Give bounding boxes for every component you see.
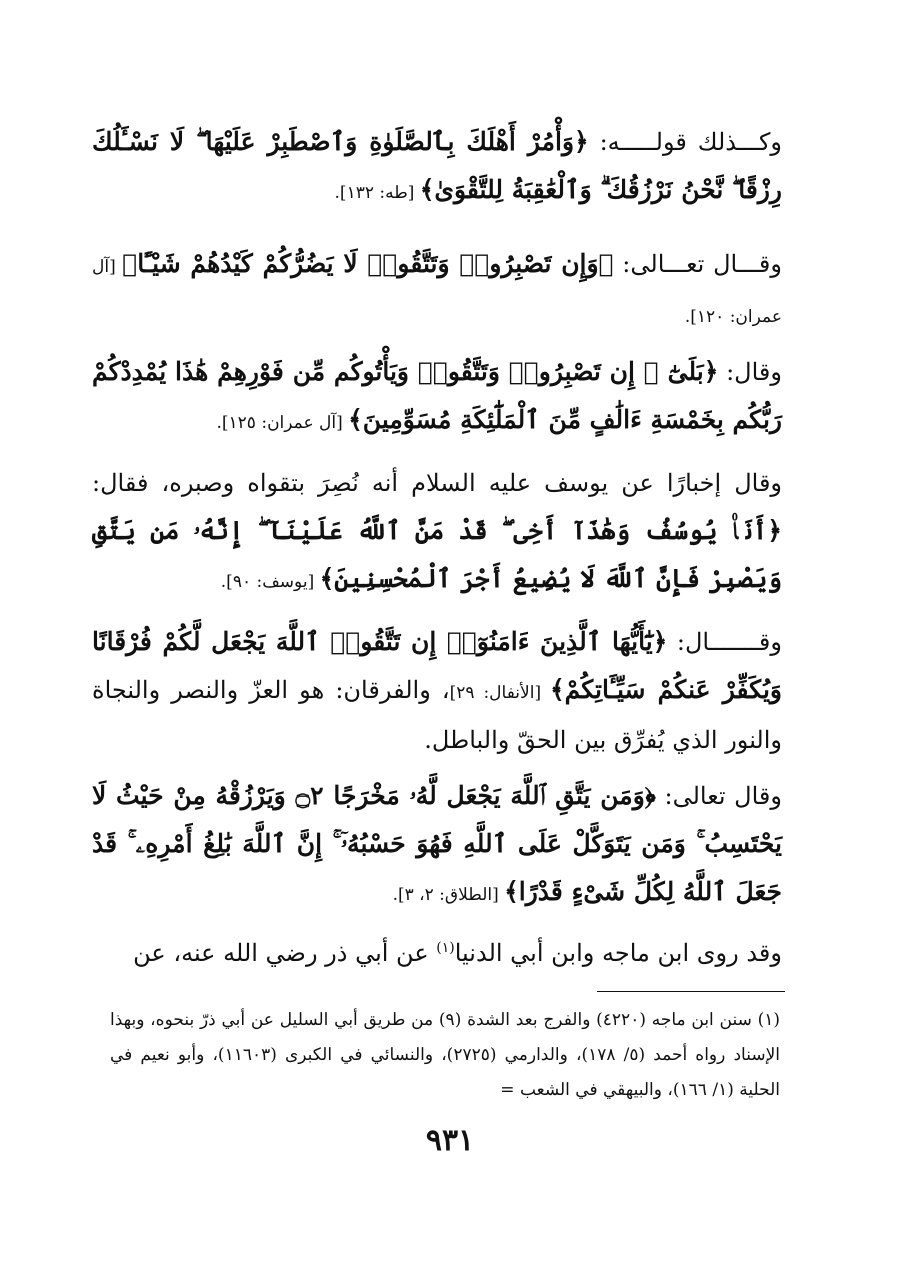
verse-reference: [الطلاق: ٢، ٣].	[392, 885, 505, 905]
quran-verse: ﴿وَإِن تَصْبِرُوا۟ وَتَتَّقُوا۟ لَا يَضُرُّكُمْ كَيْدُهُمْ شَيْـًٔا﴾	[122, 249, 614, 278]
paragraph-intro: وقـــــــال:	[667, 628, 782, 656]
paragraph-intro: وقـــال تعـــالى:	[613, 250, 782, 278]
verse-reference: [آل عمران: ١٢٥].	[216, 413, 349, 433]
quran-verse: ﴿يَٰٓأَيُّهَا ٱلَّذِينَ ءَامَنُوٓا۟ إِن تَتَّقُوا۟ ٱللَّهَ يَجْعَل لَّكُمْ فُرْقَانًا وَيُكَفِّرْ عَنكُمْ سَيِّـَٔاتِكُمْ﴾	[92, 627, 782, 704]
paragraph-ibn-majah	[92, 930, 782, 977]
paragraph-continuation: عن أبي ذر رضي الله عنه، عن	[133, 939, 437, 967]
verse-reference: [الأنفال: ٢٩]	[449, 683, 550, 703]
paragraph-intro: وقال إخبارًا عن يوسف عليه السلام أنه نُصِرَ بتقواه وصبره، فقال:	[92, 469, 782, 497]
paragraph-anfal-29	[92, 618, 782, 764]
paragraph-al-imran-125	[92, 348, 782, 447]
footnote-marker: (١)	[436, 940, 455, 956]
paragraph-taha-verse	[92, 118, 782, 217]
page-number: ٩٣١	[425, 1123, 475, 1158]
verse-reference: [طه: ١٣٢].	[334, 183, 420, 203]
quran-verse: ﴿بَلَىٰٓ ۚ إِن تَصْبِرُوا۟ وَتَتَّقُوا۟ وَيَأْتُوكُم مِّن فَوْرِهِمْ هَٰذَا يُمْدِدْكُمْ رَبُّكُم بِخَمْسَةِ ءَالَٰفٍ مِّنَ ٱلْمَلَٰٓئِكَةِ مُسَوِّمِينَ﴾	[92, 357, 782, 434]
quran-verse: ﴿أَنَا۠ يُوسُفُ وَهَٰذَآ أَخِى ۖ قَدْ مَنَّ ٱللَّهُ عَلَيْنَآ ۖ إِنَّهُۥ مَن يَتَّقِ وَيَصْبِرْ فَإِنَّ ٱللَّهَ لَا يُضِيعُ أَجْرَ ٱلْمُحْسِنِينَ﴾	[92, 516, 782, 593]
quran-verse: ﴿وَمَن يَتَّقِ ٱللَّهَ يَجْعَل لَّهُۥ مَخْرَجًا ۝٢ وَيَرْزُقْهُ مِنْ حَيْثُ لَا يَحْتَسِبُ ۚ وَمَن يَتَوَكَّلْ عَلَى ٱللَّهِ فَهُوَ حَسْبُهُۥٓ ۚ إِنَّ ٱللَّهَ بَٰلِغُ أَمْرِهِۦ ۚ قَدْ جَعَلَ ٱللَّهُ لِكُلِّ شَىْءٍ قَدْرًا﴾	[92, 781, 782, 906]
verse-reference: [آل عمران: ١٢٠].	[92, 257, 782, 327]
paragraph-talaq-2-3	[92, 772, 782, 919]
paragraph-yusuf-90	[92, 460, 782, 606]
paragraph-intro: وقال تعالى:	[655, 782, 782, 810]
paragraph-commentary: ، والفرقان: هو العزّ والنصر والنجاة والنور الذي يُفرِّق بين الحقّ والباطل.	[92, 676, 782, 754]
paragraph-al-imran-120	[92, 240, 782, 341]
paragraph-intro: وقال:	[718, 358, 782, 386]
footnote-1: (١) سنن ابن ماجه (٤٢٢٠) والفرج بعد الشدة (٩) من طريق أبي السليل عن أبي ذرّ بنحوه، وبهذا الإسناد رواه أحمد (٥/ ١٧٨)، والدارمي (٢٧٢٥)، والنسائي في الكبرى (١١٦٠٣)، وأبو نعيم في الحلية (١/ ١٦٦)، والبيهقي في الشعب =	[110, 1010, 781, 1100]
paragraph-intro: وكـــذلك قولـــــه:	[588, 128, 783, 156]
footnotes	[110, 1003, 780, 1108]
footnote-divider	[597, 991, 785, 992]
paragraph-intro: وقد روى ابن ماجه وابن أبي الدنيا	[454, 939, 782, 967]
quran-verse: ﴿وَأْمُرْ أَهْلَكَ بِٱلصَّلَوٰةِ وَٱصْطَبِرْ عَلَيْهَا ۖ لَا نَسْـَٔلُكَ رِزْقًا ۖ نَّحْنُ نَرْزُقُكَ ۗ وَٱلْعَٰقِبَةُ لِلتَّقْوَىٰ﴾	[92, 127, 782, 204]
verse-reference: [يوسف: ٩٠].	[220, 572, 320, 592]
